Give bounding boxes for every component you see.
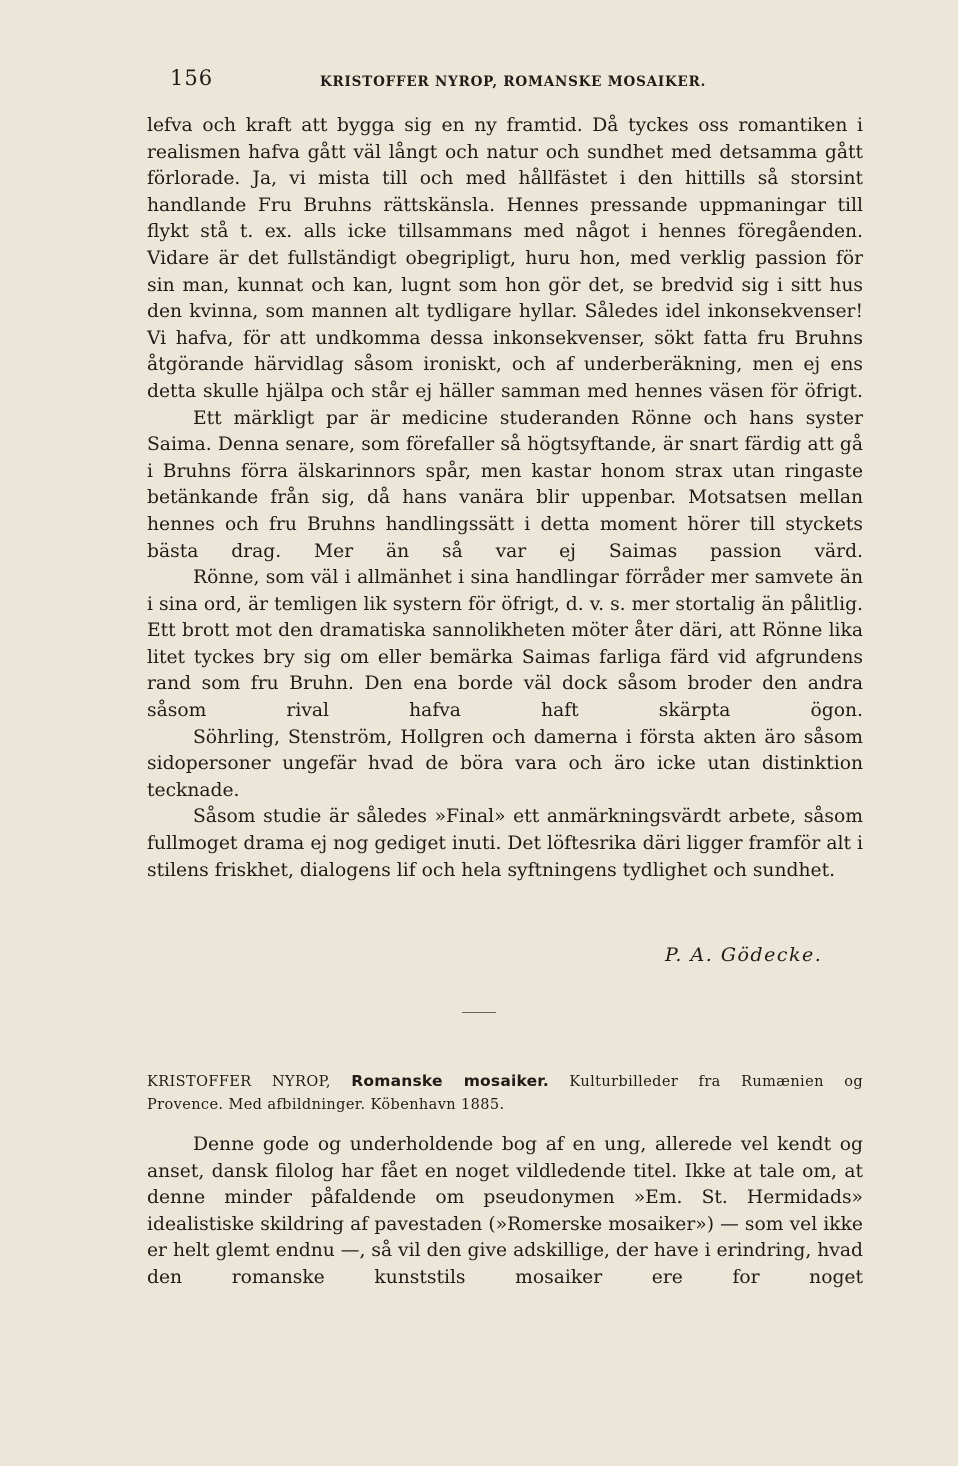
review-mosaiker-body xyxy=(147,1132,863,1292)
book-citation xyxy=(147,1070,863,1117)
running-head: KRISTOFFER NYROP, ROMANSKE MOSAIKER. xyxy=(320,74,707,90)
citation-details: Provence. Med afbildninger. Köbenhavn 1885. xyxy=(147,1097,505,1113)
citation-author: KRISTOFFER NYROP, xyxy=(147,1074,331,1090)
citation-line-1 xyxy=(147,1070,863,1094)
citation-subtitle: Kulturbilleder fra Rumænien og xyxy=(569,1074,864,1090)
paragraph-review-intro: Denne gode og underholdende bog af en ung, allerede vel kendt og anset, dansk filolog har fået en noget vildledende titel. Ikke at tale om, at denne minder påfaldende om pseudonymen »Em. St. Hermidads» idealistiske skildring af pavestaden (»Romerske mosaiker») — som vel ikke er helt glemt endnu —, så vil den give adskillige, der have i erindring, hvad den romanske kunststils mosaiker ere for noget xyxy=(147,1134,863,1288)
citation-title: Romanske mosaiker. xyxy=(351,1072,550,1090)
review-final-body xyxy=(147,113,863,884)
paragraph-ronne-saima: Ett märkligt par är medicine studeranden Rönne och hans syster Saima. Denna senare, som förefaller så högtsyftande, är snart färdig att gå i Bruhns förra älskarinnors spår, men kastar honom strax utan ringaste betänkande från sig, då hans vanära blir uppenbar. Motsatsen mellan hennes och fru Bruhns handlingssätt i detta moment hörer till styckets bästa drag. Mer än så var ej Saimas passion värd. xyxy=(147,407,863,562)
page-header xyxy=(170,66,870,102)
page-number: 156 xyxy=(170,66,214,90)
paragraph-conclusion: Såsom studie är således »Final» ett anmärkningsvärdt arbete, såsom fullmoget drama ej nog gediget inuti. Det löftesrika däri ligger framför alt i stilens friskhet, dialogens lif och hela syftningens tydlighet och sundhet. xyxy=(147,806,863,881)
paragraph-ronne: Rönne, som väl i allmänhet i sina handlingar förråder mer samvete än i sina ord, är temligen lik systern för öfrigt, d. v. s. mer stortalig än pålitlig. Ett brott mot den dramatiska sannolikheten möter åter däri, att Rönne lika litet tyckes bry sig om eller bemärka Saimas farliga färd vid afgrundens rand som fru Bruhn. Den ena borde väl dock såsom broder den andra såsom rival hafva haft skärpta ögon. xyxy=(147,567,863,722)
paragraph-side-characters: Söhrling, Stenström, Hollgren och damerna i första akten äro såsom sidopersoner ungefär hvad de böra vara och äro icke utan distinktion tecknade. xyxy=(147,726,863,801)
paragraph-continuation: lefva och kraft att bygga sig en ny framtid. Då tyckes oss romantiken i realismen hafva gått väl långt och natur och sundhet med detsamma gått förlorade. Ja, vi mista till och med hållfästet i den hittills så storsint handlande Fru Bruhns rättskänsla. Hennes pressande uppmaningar till flykt stå t. ex. alls icke tillsammans med något i hennes föregåenden. Vidare är det fullständigt obegripligt, huru hon, med verklig passion för sin man, kunnat och kan, lugnt som hon gör det, se bredvid sig i sitt hus den kvinna, som mannen alt tydligare hyllar. Således idel inkonsekvenser! Vi hafva, för att undkomma dessa inkonsekvenser, sökt fatta fru Bruhns åtgörande härvidlag såsom ironiskt, och af underberäkning, men ej ens detta skulle hjälpa och står ej häller samman med hennes väsen för öfrigt. xyxy=(147,115,863,402)
section-divider xyxy=(462,1012,496,1013)
reviewer-signature: P. A. Gödecke. xyxy=(665,944,823,966)
